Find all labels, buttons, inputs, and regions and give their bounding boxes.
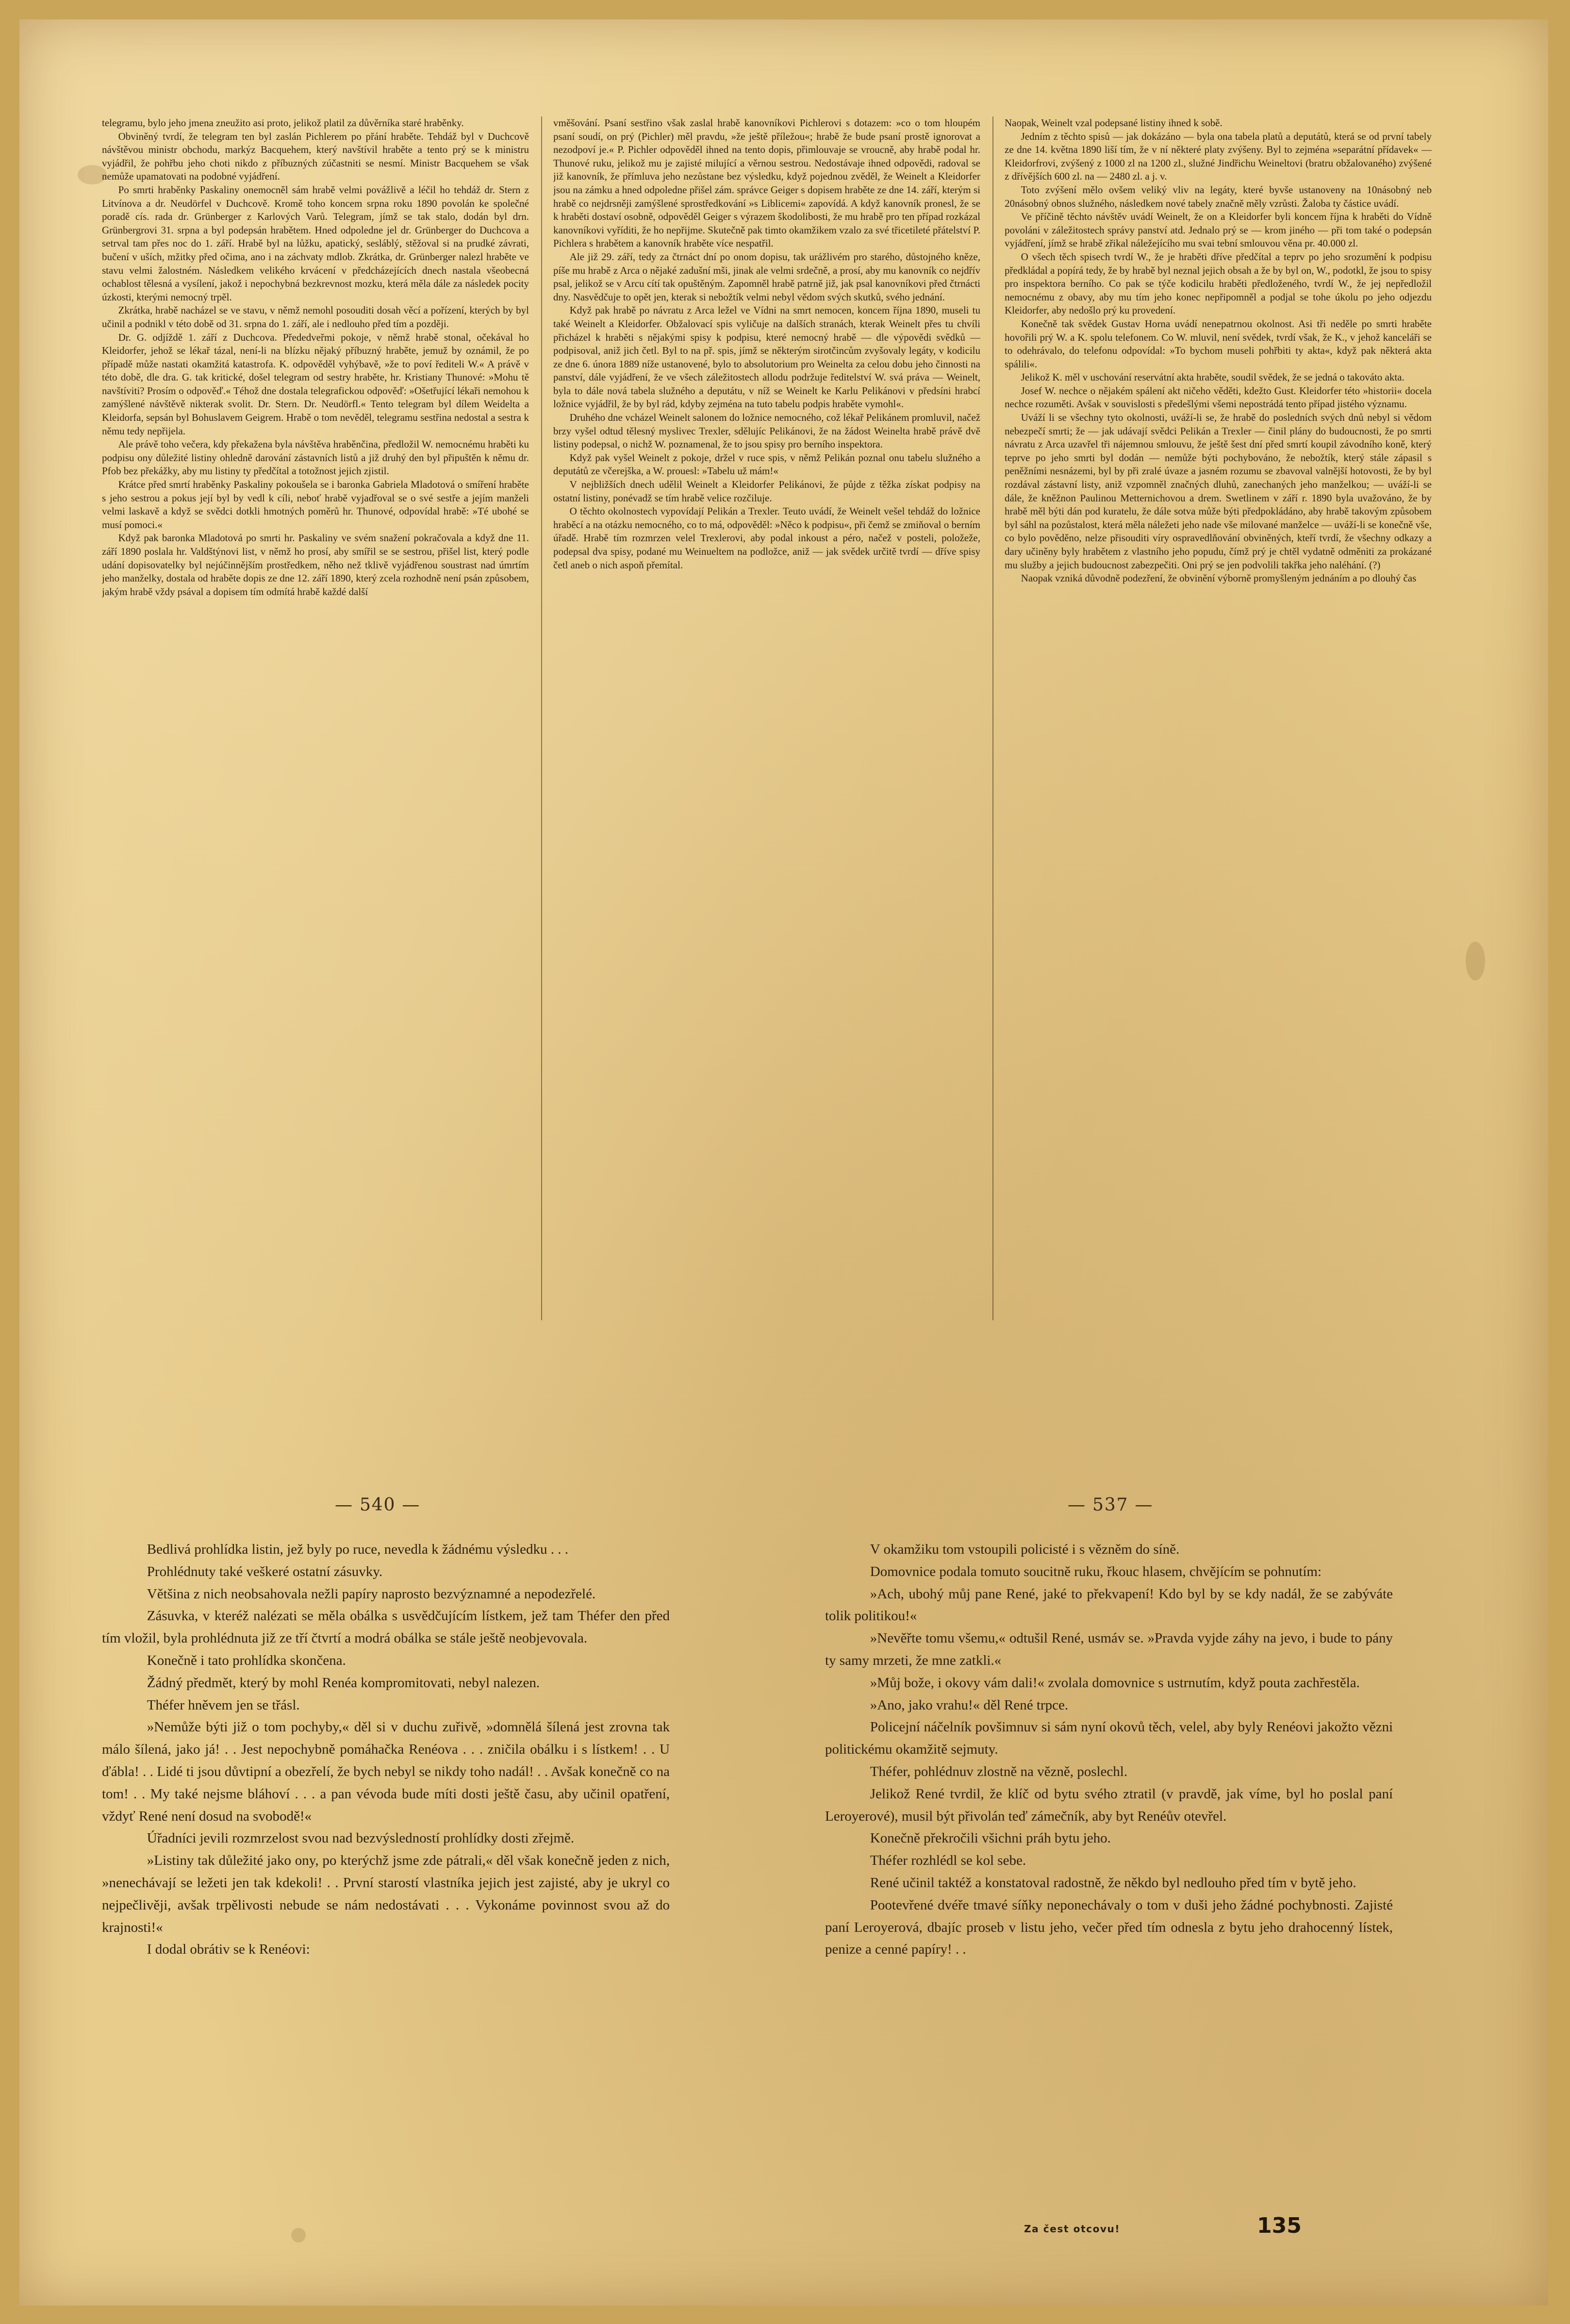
article-paragraph: V nejbližších dnech udělil Weinelt a Kleidorfer Pelikánovi, že půjde z těžka získat podpisy na ostatní listiny, ponévadž se tím hrabě velice rozčiluje. — [553, 479, 980, 504]
novel-paragraph: V okamžiku tom vstoupili policisté i s vězněm do síně. — [870, 1542, 1180, 1557]
novel-paragraph: Policejní náčelník povšimnuv si sám nyní okovů těch, velel, aby byly Renéovi jakožto vězni politickému okamžitě sejmuty. — [825, 1719, 1393, 1758]
novel-paragraph: »Nemůže býti již o tom pochyby,« děl si v duchu zuřivě, »domnělá šílená jest zrovna tak málo šílená, jako já! . . Jest nepochybně pomáhačka Renéova . . . zničila obálku i s lístkem! . . U ďábla! . . Lidé ti jsou důvtipní a obezřelí, že bych nebyl se nikdy toho nadál! . . Avšak konečně co na tom! . . My také nejsme bláhoví . . . a pan vévoda bude míti dosti ještě času, aby učinil opatření, vždyť René není dosud na svobodě!« — [102, 1719, 670, 1824]
article-paragraph: Toto zvýšení mělo ovšem veliký vliv na legáty, které byvše ustanoveny na 10násobný neb 20násobný obnos služného, následkem nové tabely značně měly vzrůsti. Žaloba ty částice uvádí. — [1005, 183, 1432, 209]
article-paragraph: Po smrti hraběnky Paskaliny onemocněl sám hrabě velmi povážlivě a léčil ho tehdáž dr. Stern z Litvínova a dr. Neudörfel v Duchcově. Kromě toho koncem srpna roku 1890 povolán ke společné poradě cís. rada dr. Grünberger z Karlových Varů. Telegram, jímž se tak stalo, dodán byl drn. Grünbergrovi 31. srpna a byl podepsán hrabětem. Hned odpoledne jel dr. Grünberger do Duchcova a setrval tam přes noc do 1. září. Hrabě byl na lůžku, apatický, sesláblý, stěžoval si na prudké závrati, bučení v uších, mžitky před očima, ano i na záchvaty mdlob. Zkrátka, dr. Grünberger nalezl hraběte ve stavu velmi žalostném. Následkem velikého krvácení v předcházejících dnech nastala všeobecná ochablost tělesná a vysílení, jakož i nepochybná bezkrevnost mozku, která měla dále za následek pocity úzkosti, kterými nemocný trpěl. — [102, 183, 529, 303]
novel-paragraph: I dodal obrátiv se k Renéovi: — [147, 1942, 310, 1958]
novel-paragraph: »Ano, jako vrahu!« děl René trpce. — [870, 1697, 1069, 1713]
novel-paragraph: Théfer rozhlédl se kol sebe. — [870, 1853, 1026, 1869]
article-paragraph: Dr. G. odjíždě 1. září z Duchcova. Přededveřmi pokoje, v němž hrabě stonal, očekával ho Kleidorfer, jehož se lékař tázal, není-li na blízku nějaký příbuzný hraběte, jemuž by oznámil, že po případě může nastati okamžitá katastrofa. K. odpověděl vyhýbavě, »že to poví řediteli W.« A právě v této době, dle dra. G. tak kritické, došel telegram od sestry hraběte, hr. Kristiany Thunové: »Mohu tě navštíviti? Prosím o odpověď.« Téhož dne dostala telegrafickou odpověď: »Ošetřující lékaři nemohou k zamýšlené návštěvě nikterak svolit. Dr. Stern. Dr. Neudörfl.« Tento telegram byl dílem Weidelta a Kleidorfa, sepsán byl Bohuslavem Geigrem. Hrabě o tom nevěděl, telegramu sestřina nedostal a sestra k němu tedy nepřijela. — [102, 331, 529, 437]
scanned-page — [19, 19, 1548, 2306]
novel-paragraph: »Můj bože, i okovy vám dali!« zvolala domovnice s ustrnutím, když pouta zachřestěla. — [870, 1675, 1360, 1691]
article-paragraph: vměšování. Psaní sestřino však zaslal hrabě kanovníkovi Pichlerovi s dotazem: »co o tom hloupém psaní soudí, on prý (Pichler) měl pravdu, »že ještě příležou«; hrabě že bude psaní prostě ignorovat a nezodpoví je.« P. Pichler odpověděl ihned na tento dopis, přimlouvaje se vroucně, aby hrabě podal hr. Thunové ruku, jelikož mu je zajisté milující a věrnou sestrou. Nedostávaje ihned odpovědi, radoval se již kanovník, že přímluva jeho nezůstane bez výsledku, když pojednou zvěděl, že Weinelt a Kleidorfer jsou na zámku a hned odpoledne přišel zám. správce Geiger s dopisem hraběte ze dne 14. září, kterým si hrabě co nejdrsněji zamýšlené sprostředkování »s Liblicemi« zapovídá. A když kanovník pronesl, že se k hraběti dostaví osobně, odpověděl Geiger s výrazem škodolibosti, že mu hrabě pro ten případ rozkázal kanovníkovi vyříditi, že ho nepřijme. Skutečně pak timto okamžikem vzalo za své třicetileté přátelství P. Pichlera s hrabětem a kanovník hraběte více nespatřil. — [553, 117, 980, 249]
article-column-middle — [553, 116, 980, 1320]
novel-paragraph: Pootevřené dvéře tmavé síňky neponechávaly o tom v duši jeho žádné pochybnosti. Zajisté paní Leroyerová, dbajíc proseb v listu jeho, večer před tím odnesla z bytu jeho drahocenný lístek, penize a cenné papíry! . . — [825, 1897, 1393, 1958]
article-paragraph: Krátce před smrtí hraběnky Paskaliny pokoušela se i baronka Gabriela Mladotová o smíření hraběte s jeho sestrou a pokus její byl by vedl k cíli, neboť hrabě vyjadřoval se o své sestře a jejím manželi velmi laskavě a když se svědci dotkli hmotných poměrů hr. Thunové, odpovídal hrabě: »Té ubohé se musí pomoci.« — [102, 479, 529, 531]
article-paragraph: Uváží li se všechny tyto okolnosti, uváží-li se, že hrabě do posledních svých dnů nebyl si vědom nebezpečí smrti; že — jak udávají svědci Pelikán a Trexler — činil plány do budoucnosti, že po smrti návratu z Arca uzavřel tři nájemnou smlouvu, že ještě šest dní před smrtí koupil závodního koně, který teprve po jeho smrti byl dodán — nemůže býti pochybováno, že nebožtík, který stále zápasil s peněžními nesnázemi, byl by při zralé úvaze a jasném rozumu se zbavoval valnější hotovosti, že by byl rozdával zástavní listy, aniž vzpomněl značných dluhů, zanechaných jeho manželkou; — uváží-li se dále, že kněžnon Paulinou Metternichovou a drem. Swetlinem v září r. 1890 byla uvažováno, že by hrabě měl býti dán pod kuratelu, že dále sotva může býti předpokládáno, aby hrabě takovým způsobem byl sáhl na pozůstalost, která měla náležeti jeho nade vše milované manželce — uváží-li se konečně vše, co bylo pověděno, nelze přisouditi víry ospravedlňování obviněných, kteří tvrdí, že všechny odkazy a dary učiněny byly hrabětem z vlastního jeho popudu, čímž prý je chtěl vydatně odměniti za prokázané mu služby a jejich budoucnost zabezpečiti. Oni prý se jen podvolili takřka jeho naléhání. (?) — [1005, 412, 1432, 571]
left-folio: — 540 — — [335, 1495, 421, 1515]
novel-paragraph: Konečně překročili všichni práh bytu jeho. — [870, 1830, 1111, 1846]
novel-paragraph: Úřadníci jevili rozmrzelost svou nad bezvýsledností prohlídky dosti zřejmě. — [147, 1830, 575, 1846]
novel-paragraph: Domovnice podala tomuto soucitně ruku, řkouc hlasem, chvějícím se pohnutím: — [870, 1563, 1322, 1579]
novel-column-right — [825, 1539, 1393, 2267]
article-paragraph: Josef W. nechce o nějakém spálení akt ničeho věděti, kdežto Gust. Kleidorfer této »historii« docela nechce rozuměti. Avšak v souvislosti s předešlými všemi nepostrádá tento případ jistého významu. — [1005, 384, 1432, 410]
article-paragraph: Když pak vyšel Weinelt z pokoje, držel v ruce spis, v němž Pelikán poznal onu tabelu služného a deputátů ze včerejška, a W. prouesl: »Tabelu už mám!« — [553, 451, 980, 477]
article-paragraph: telegramu, bylo jeho jmena zneužito asi proto, jelikož platil za důvěrníka staré hraběnky. — [102, 117, 464, 129]
novel-column-left — [102, 1539, 670, 2267]
novel-paragraph: Většina z nich neobsahovala nežli papíry naprosto bezvýznamné a nepodezřelé. — [147, 1586, 596, 1602]
article-paragraph: Ale již 29. září, tedy za čtrnáct dní po onom dopisu, tak urážlivém pro starého, důstojného kněze, píše mu hrabě z Arca o nějaké zadušní mši, jinak ale velmi srdečně, a prosí, aby mu kanovník co nejdřív psal, jelikož se v Arcu cítí tak opuštěným. Zapomněl hrabě patrně již, jak psal kanovníkovi před čtrnácti dny. Nasvědčuje to opět jen, kterak si nebožtík velmi nebyl vědom svých skutků, svého jednání. — [553, 250, 980, 303]
article-paragraph: Konečně tak svědek Gustav Horna uvádí nenepatrnou okolnost. Asi tři neděle po smrti hraběte hovořili prý W. a K. spolu telefonem. Co W. mluvil, není svědek, tvrdí však, že K., v jehož kanceláři se to odehrávalo, do telefonu odpovídal: »To bychom museli pohřbiti ty akta«, když pak některá akta spálili«. — [1005, 317, 1432, 370]
article-paragraph: Jelikož K. měl v uschování reservátní akta hraběte, soudil svědek, že se jedná o takováto akta. — [1021, 371, 1405, 383]
novel-paragraph: Žádný předmět, který by mohl Renéa kompromitovati, nebyl nalezen. — [147, 1675, 540, 1691]
article-paragraph: Naopak, Weinelt vzal podepsané listiny ihned k sobě. — [1005, 117, 1223, 129]
article-paragraph: Druhého dne vcházel Weinelt salonem do ložnice nemocného, což lékař Pelikánem promluvil, načež brzy vyšel odtud tělesný myslivec Trexler, sdělujíc Pelikánovi, že na žádost Weinelta hrabě právě dvě listiny podepsal, o nichž W. poznamenal, že to jsou spisy pro berního inspektora. — [553, 412, 980, 450]
article-paragraph: Ale právě toho večera, kdy překažena byla návštěva hraběnčina, předložil W. nemocnému hraběti ku podpisu ony důležité listiny ohledně darování zástavních listů a již druhý den byl připuštěn k němu dr. Pfob bez překážky, aby mu listiny ty předčítal a totožnost jejich zjistil. — [102, 438, 529, 477]
right-folio: — 537 — — [1068, 1495, 1154, 1515]
article-paragraph: Obviněný tvrdí, že telegram ten byl zaslán Pichlerem po přání hraběte. Tehdáž byl v Duchcově návštěvou ministr obchodu, markýz Bacquehem, který navštívil hraběte a tento prý se k ministru vyjádřil, že pohřbu jeho choti nikdo z příbuzných zúčastniti se nesmí. Ministr Bacquehem se však nemůže upamatovati na podobné vyjádření. — [102, 130, 529, 183]
novel-paragraph: Jelikož René tvrdil, že klíč od bytu svého ztratil (v pravdě, jak víme, byl ho poslal paní Leroyerové), musil být přivolán teď zámečník, aby byt Renéův otevřel. — [825, 1786, 1393, 1824]
article-paragraph: O těchto okolnostech vypovídají Pelikán a Trexler. Teuto uvádí, že Weinelt vešel tehdáž do ložnice hraběcí a na otázku nemocného, co to má, odpověděl: »Něco k podpisu«, při čemž se zmiňoval o berním úřadě. Hrabě tím rozmrzen velel Trexlerovi, aby podal inkoust a péro, načež v posteli, položeže, podepsal dva spisy, podané mu Weinueltem na podložce, aniž — jak svědek určitě tvrdí — dříve spisy četl aneb o nich aspoň přemítal. — [553, 505, 980, 571]
column-divider — [541, 116, 542, 1320]
article-paragraph: Jedním z těchto spisů — jak dokázáno — byla ona tabela platů a deputátů, která se od první tabely ze dne 14. května 1890 liší tím, že v ní některé platy zvýšeny. Byl to zejména »separátní přídavek« — Kleidorfrovi, zvýšený z 1000 zl na 1200 zl., služné Jindřichu Weineltovi (bratru obžalovaného) zvýšené z dřívějších 600 zl. na — 2480 zl. a j. v. — [1005, 130, 1432, 183]
novel-paragraph: Prohlédnuty také veškeré ostatní zásuvky. — [147, 1563, 383, 1579]
article-column-left — [102, 116, 529, 1320]
bottom-two-page-novel — [102, 1495, 1432, 2272]
paper-stain — [1466, 942, 1485, 980]
article-paragraph: Když pak baronka Mladotová po smrti hr. Paskaliny ve svém snažení pokračovala a když dne 11. září 1890 poslala hr. Valdštýnovi list, v němž ho prosí, aby smířil se se sestrou, přišel list, který podle udání dopisovatelky byl nejúčinnějším prostředkem, něho než tklivě vyjádřenou soustrast nad úmrtím jeho manželky, dostala od hraběte dopis ze dne 12. září 1890, který zcela rozhodně není psán způsobem, jakým hrabě vždy psával a dopisem tím odmítá hrabě každé další — [102, 532, 529, 598]
novel-paragraph: Théfer hněvem jen se třásl. — [147, 1697, 300, 1713]
novel-paragraph: »Ach, ubohý můj pane René, jaké to překvapení! Kdo byl by se kdy nadál, že se zabýváte tolik politikou!« — [825, 1586, 1393, 1624]
article-paragraph: Ve příčině těchto návštěv uvádí Weinelt, že on a Kleidorfer byli koncem října k hraběti do Vídně povoláni v záležitostech správy panství atd. Jednalo prý se — krom jiného — při tom také o podepsán vyjádření, jímž se hrabě zřikal náležejícího mu svai tební smlouvou věna pr. 40.000 zl. — [1005, 211, 1432, 249]
imprint-line: Za čest otcovu! — [1024, 2223, 1121, 2235]
novel-paragraph: Théfer, pohlédnuv zlostně na vězně, poslechl. — [870, 1763, 1128, 1779]
article-column-right — [1005, 116, 1432, 1320]
column-divider — [992, 116, 993, 1320]
novel-paragraph: Zásuvka, v kteréž nalézati se měla obálka s usvědčujícím lístkem, jež tam Théfer den před tím vložil, byla prohlédnuta již ze tří čtvrtí a modrá obálka se stále ještě neobjevovala. — [102, 1608, 670, 1646]
article-paragraph: Když pak hrabě po návratu z Arca ležel ve Vídni na smrt nemocen, koncem října 1890, museli tu také Weinelt a Kleidorfer. Obžalovací spis vyličuje na dalších stranách, kterak Weinelt přes tu chvíli přicházel k hraběti s nějakými spisy k podpisu, které nemocný hrabě — dle výpovědi svědků — podpisoval, aniž jich četl. Byl to na př. spis, jímž se některým sirotčincům zvyšovaly legáty, v kodicilu ze dne 6. února 1889 níže ustanovené, bylo to absolutorium pro Weinelta za celou dobu jeho činnosti na panství, dále vyjádření, že ve všech záležitostech allodu podržuje ředitelství W. svá práva — Weinelt, byla to dále nová tabela služného a deputátu, v níž se Weinelt ke Karlu Pelikánovi v předsíni hrabcí ložnice vyjádřil, že by byl rád, kdyby zejména na tuto tabelu podpis hraběte vymohl«. — [553, 304, 980, 410]
page-number: 135 — [1257, 2213, 1302, 2238]
article-paragraph: Naopak vzniká důvodně podezření, že obvinění výborně promyšleným jednáním a po dlouhý čas — [1021, 572, 1417, 584]
article-paragraph: O všech těch spisech tvrdí W., že je hraběti dříve předčítal a teprv po jeho srozumění k podpisu předkládal a popírá tedy, že by hrabě byl neznal jejich obsah a že by byl on, W., podotkl, že jsou to spisy pro inspektora berního. Co pak se týče kodicilu hraběti předloženého, tvrdí W., že jej nepředložil nemocnému z obavy, aby mu tím jeho konec nepřipomněl a podjal se tohe úkolu po jeho odjezdu Kleidorfer, aby nedošlo prý ku provedení. — [1005, 250, 1432, 316]
novel-paragraph: »Nevěřte tomu všemu,« odtušil René, usmáv se. »Pravda vyjde záhy na jevo, i bude to pány ty samy mrzeti, že mne zatkli.« — [825, 1630, 1393, 1668]
top-three-column-article — [102, 116, 1432, 1320]
novel-paragraph: René učinil taktéž a konstatoval radostně, že někdo byl nedlouho před tím v bytě jeho. — [870, 1875, 1356, 1891]
article-paragraph: Zkrátka, hrabě nacházel se ve stavu, v němž nemohl posouditi dosah věcí a pořízení, kterých by byl učinil a podnikl v této době od 31. srpna do 1. září, ale i nedlouho před tím a později. — [102, 304, 529, 330]
novel-paragraph: »Listiny tak důležité jako ony, po kterýchž jsme zde pátrali,« děl však konečně jeden z nich, »nenechávají se ležeti jen tak kdekoli! . . První starostí vlastníka jejich jest zajisté, aby je ukryl co nejpečlivěji, avšak trpělivosti nebude se nám nedostávati . . . Vykonáme povinnost svou až do krajnosti!« — [102, 1853, 670, 1935]
novel-paragraph: Konečně i tato prohlídka skončena. — [147, 1652, 346, 1668]
novel-paragraph: Bedlivá prohlídka listin, jež byly po ruce, nevedla k žádnému výsledku . . . — [147, 1542, 568, 1557]
